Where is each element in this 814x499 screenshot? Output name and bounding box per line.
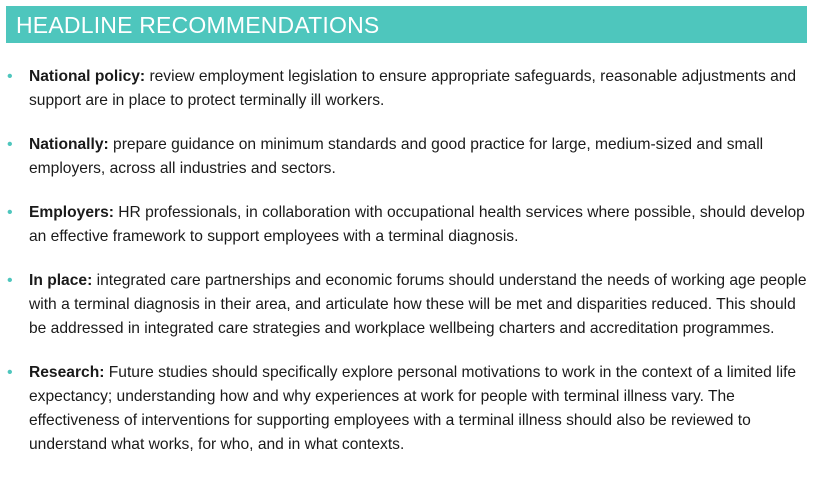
recommendation-text: integrated care partnerships and economic forums should understand the needs of working age people with a terminal diagnosis in their area, and articulate how these will be met and disparities reduced. This should be addressed in integrated care strategies and workplace wellbeing charters and accreditation programmes. [29, 272, 807, 337]
recommendation-text: HR professionals, in collaboration with occupational health services where possible, should develop an effective framework to support employees with a terminal diagnosis. [29, 204, 805, 245]
recommendation-text: review employment legislation to ensure appropriate safeguards, reasonable adjustments and support are in place to protect terminally ill workers. [29, 68, 797, 109]
recommendation-label: In place: [29, 272, 93, 289]
section-header [6, 6, 807, 43]
recommendation-national-policy [0, 65, 814, 113]
recommendations-list [0, 65, 814, 477]
recommendation-label: National policy: [29, 68, 146, 85]
bullet-icon: • [7, 204, 13, 221]
bullet-icon: • [7, 136, 13, 153]
recommendation-label: Employers: [29, 204, 114, 221]
bullet-icon: • [7, 364, 13, 381]
bullet-icon: • [7, 68, 13, 85]
bullet-icon: • [7, 272, 13, 289]
recommendation-research [0, 361, 814, 457]
recommendation-label: Nationally: [29, 136, 109, 153]
recommendation-text: prepare guidance on minimum standards and good practice for large, medium-sized and small employers, across all industries and sectors. [29, 136, 764, 177]
recommendation-text: Future studies should specifically explore personal motivations to work in the context of a limited life expectancy; understanding how and why experiences at work for people with terminal illness vary. The effectiveness of interventions for supporting employees with a terminal illness should also be reviewed to understand what works, for who, and in what contexts. [29, 364, 797, 453]
recommendation-nationally [0, 133, 814, 181]
recommendation-in-place [0, 269, 814, 341]
section-title: HEADLINE RECOMMENDATIONS [16, 12, 380, 38]
recommendation-employers [0, 201, 814, 249]
recommendation-label: Research: [29, 364, 105, 381]
